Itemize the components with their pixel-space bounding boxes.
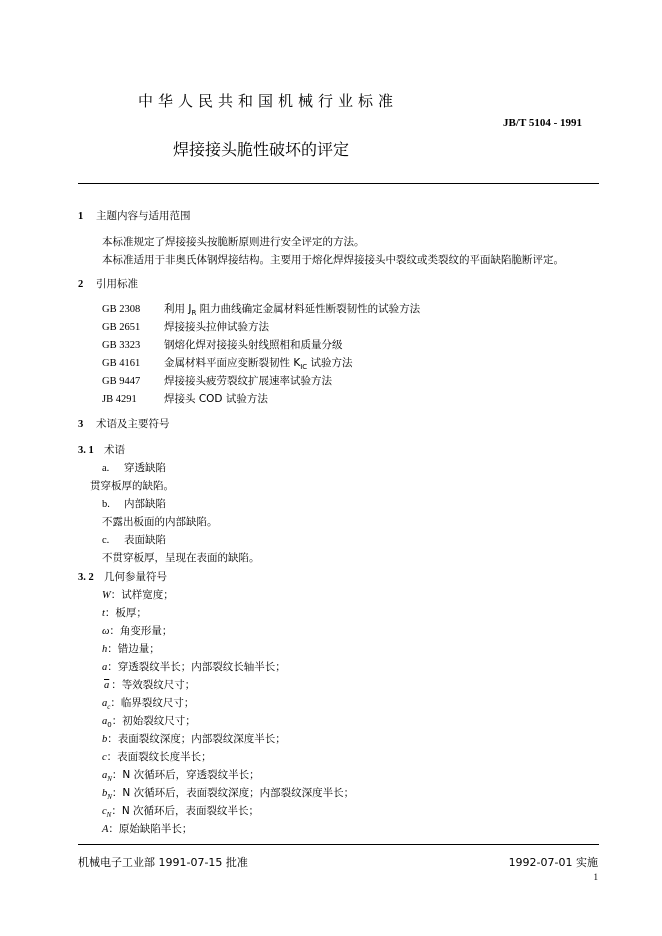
symbol-c-N: $c_N$：N 次循环后，表面裂纹半长； bbox=[102, 805, 260, 820]
symbol-b: b：表面裂纹深度；内部裂纹深度半长； bbox=[102, 733, 286, 745]
term-c-heading: c. 表面缺陷 bbox=[102, 534, 166, 546]
section-1-paragraph-1: 本标准规定了焊接接头按脆断原则进行安全评定的方法。 bbox=[102, 236, 365, 248]
symbol-W: W：试样宽度； bbox=[102, 589, 174, 601]
term-c-definition: 不贯穿板厚，呈现在表面的缺陷。 bbox=[102, 552, 260, 564]
term-a-heading: a. 穿透缺陷 bbox=[102, 462, 166, 474]
symbol-t: t：板厚； bbox=[102, 607, 147, 619]
reference-gb2651: GB 2651 焊接接头拉伸试验方法 bbox=[102, 321, 269, 333]
symbol-h: h：错边量； bbox=[102, 643, 160, 655]
symbol-a: a：穿透裂纹半长；内部裂纹长轴半长； bbox=[102, 661, 286, 673]
implementation-date: 1992-07-01 实施 bbox=[508, 856, 598, 869]
reference-gb4161: GB 4161 金属材料平面应变断裂韧性 $K_{IC}$ 试验方法 bbox=[102, 357, 353, 372]
document-title: 焊接接头脆性破坏的评定 bbox=[173, 140, 350, 159]
reference-gb3323: GB 3323 钢熔化焊对接接头射线照相和质量分级 bbox=[102, 339, 343, 351]
symbol-a-0: $a_0$：初始裂纹尺寸； bbox=[102, 715, 196, 730]
page-number: 1 bbox=[593, 872, 598, 882]
symbol-a-bar: $\overline{a}$ ：等效裂纹尺寸； bbox=[104, 679, 196, 691]
symbol-a-N: $a_N$：N 次循环后，穿透裂纹半长； bbox=[102, 769, 260, 784]
section-1-heading: 1 主题内容与适用范围 bbox=[78, 210, 191, 222]
term-b-heading: b. 内部缺陷 bbox=[102, 498, 166, 510]
symbol-omega: ω：角变形量； bbox=[102, 625, 173, 637]
symbol-A: A：原始缺陷半长； bbox=[102, 823, 193, 835]
header-divider bbox=[78, 183, 599, 184]
standard-body-title: 中华人民共和国机械行业标准 bbox=[138, 92, 399, 110]
section-1-paragraph-2: 本标准适用于非奥氏体钢焊接结构。主要用于熔化焊焊接接头中裂纹或类裂纹的平面缺陷脆断评定。 bbox=[102, 254, 564, 266]
approval-note: 机械电子工业部 1991-07-15 批准 bbox=[78, 856, 248, 869]
symbol-b-N: $b_N$：N 次循环后，表面裂纹深度；内部裂纹深度半长； bbox=[102, 787, 355, 802]
section-2-heading: 2 引用标准 bbox=[78, 278, 138, 290]
standard-code: JB/T 5104 - 1991 bbox=[503, 117, 582, 129]
section-3-heading: 3 术语及主要符号 bbox=[78, 418, 170, 430]
footer-divider bbox=[78, 844, 599, 845]
reference-jb4291: JB 4291 焊接头 COD 试验方法 bbox=[102, 393, 268, 405]
term-a-definition: 贯穿板厚的缺陷。 bbox=[90, 480, 174, 492]
section-3-2-heading: 3. 2 几何参量符号 bbox=[78, 571, 167, 583]
symbol-c: c：表面裂纹长度半长； bbox=[102, 751, 212, 763]
reference-gb2308: GB 2308 利用 $J_R$ 阻力曲线确定金属材料延性断裂韧性的试验方法 bbox=[102, 303, 421, 318]
term-b-definition: 不露出板面的内部缺陷。 bbox=[102, 516, 218, 528]
reference-gb9447: GB 9447 焊接接头疲劳裂纹扩展速率试验方法 bbox=[102, 375, 332, 387]
section-3-1-heading: 3. 1 术语 bbox=[78, 444, 125, 456]
symbol-a-c: $a_c$：临界裂纹尺寸； bbox=[102, 697, 195, 712]
